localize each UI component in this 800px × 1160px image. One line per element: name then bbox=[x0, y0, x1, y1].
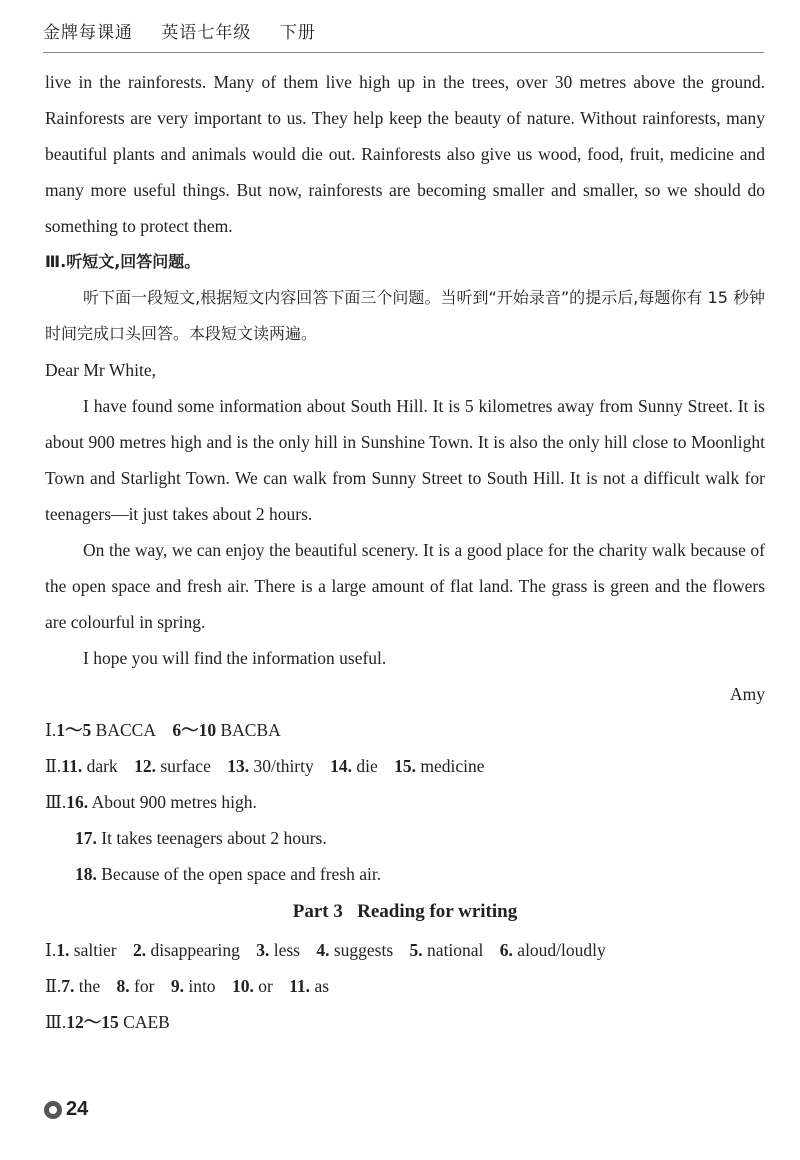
answer-value: It takes teenagers about 2 hours. bbox=[101, 828, 327, 848]
answer-number: 12～15 bbox=[66, 1012, 119, 1032]
answer-value: disappearing bbox=[150, 940, 240, 960]
answer-line bbox=[45, 784, 765, 820]
answer-line bbox=[45, 712, 765, 748]
answer-number: 6～10 bbox=[172, 720, 217, 740]
answer-number: 16. bbox=[66, 792, 89, 812]
series-title: 金牌每课通 bbox=[43, 23, 133, 43]
letter-signature: Amy bbox=[730, 684, 765, 704]
part-title: Part 3 Reading for writing bbox=[292, 901, 518, 922]
answer-value: saltier bbox=[73, 940, 117, 960]
answer-number: 15. bbox=[394, 756, 417, 776]
answer-value: 30/thirty bbox=[253, 756, 314, 776]
answer-value: dark bbox=[86, 756, 118, 776]
answer-number: 14. bbox=[330, 756, 352, 776]
answer-line bbox=[45, 968, 765, 1004]
answer-value: less bbox=[273, 940, 300, 960]
letter-paragraph: I have found some information about South Hill. It is 5 kilometres away from Sunny Street. It is about 900 metres high and is the only hill in Sunshine Town. It is also the only hill close to Moonlight Town and Starlight Town. We can walk from Sunny Street to South Hill. It is not a difficult walk for teenagers—it just takes about 2 hours. bbox=[45, 396, 765, 524]
answer-number: 11. bbox=[61, 756, 83, 776]
page-number: 24 bbox=[66, 1098, 89, 1120]
roman-numeral: Ⅱ. bbox=[45, 756, 62, 776]
answer-number: 10. bbox=[231, 976, 254, 996]
answer-number: 4. bbox=[316, 940, 330, 960]
answer-number: 7. bbox=[61, 976, 75, 996]
answer-value: CAEB bbox=[123, 1012, 170, 1032]
answer-line bbox=[45, 1004, 765, 1040]
answer-line bbox=[45, 856, 765, 892]
answer-value: About 900 metres high. bbox=[91, 792, 257, 812]
header-rule bbox=[43, 52, 764, 53]
page-content bbox=[45, 64, 765, 1040]
answer-value: surface bbox=[160, 756, 211, 776]
answer-value: as bbox=[314, 976, 330, 996]
answer-number: 11. bbox=[289, 976, 311, 996]
answer-value: BACBA bbox=[220, 720, 281, 740]
subject-title: 英语七年级 bbox=[161, 23, 252, 43]
answer-value: aloud/loudly bbox=[517, 940, 606, 960]
answer-number: 13. bbox=[227, 756, 250, 776]
answer-value: into bbox=[188, 976, 216, 996]
answer-value: Because of the open space and fresh air. bbox=[101, 864, 382, 884]
page-footer bbox=[44, 1098, 88, 1121]
answer-number: 6. bbox=[499, 940, 513, 960]
answer-line bbox=[45, 820, 765, 856]
answer-number: 9. bbox=[170, 976, 184, 996]
roman-numeral: Ⅲ. bbox=[45, 1012, 67, 1032]
volume-title: 下册 bbox=[279, 23, 316, 43]
answer-value: for bbox=[134, 976, 155, 996]
answer-value: die bbox=[356, 756, 378, 776]
answer-value: medicine bbox=[420, 756, 485, 776]
answer-number: 17. bbox=[75, 828, 97, 848]
answer-line bbox=[45, 932, 765, 968]
roman-numeral: Ⅰ. bbox=[45, 720, 57, 740]
running-header bbox=[43, 18, 338, 43]
answer-value: suggests bbox=[333, 940, 394, 960]
answer-number: 3. bbox=[256, 940, 270, 960]
answer-line bbox=[45, 748, 765, 784]
answer-number: 1. bbox=[56, 940, 70, 960]
passage-paragraph: live in the rainforests. Many of them live high up in the trees, over 30 metres above the ground. Rainforests are very important to us. They help keep the beauty of nature. Without rainforests, many beautiful plants and animals would die out. Rainforests also give us wood, food, fruit, medicine and many more useful things. But now, rainforests are becoming smaller and smaller, so we should do something to protect them. bbox=[45, 72, 765, 236]
answer-value: BACCA bbox=[95, 720, 156, 740]
answer-number: 1～5 bbox=[56, 720, 92, 740]
answer-value: national bbox=[427, 940, 484, 960]
letter-paragraph: I hope you will find the information useful. bbox=[83, 648, 387, 668]
answer-value: the bbox=[78, 976, 101, 996]
section-heading: Ⅲ.听短文,回答问题。 bbox=[45, 252, 201, 271]
roman-numeral: Ⅰ. bbox=[45, 940, 57, 960]
roman-numeral: Ⅱ. bbox=[45, 976, 62, 996]
roman-numeral: Ⅲ. bbox=[45, 792, 67, 812]
answer-number: 18. bbox=[75, 864, 97, 884]
answer-number: 5. bbox=[409, 940, 423, 960]
answer-number: 8. bbox=[116, 976, 130, 996]
flower-icon bbox=[44, 1101, 62, 1119]
answer-number: 2. bbox=[132, 940, 147, 960]
letter-greeting: Dear Mr White, bbox=[45, 360, 156, 380]
section-instruction: 听下面一段短文,根据短文内容回答下面三个问题。当听到“开始录音”的提示后,每题你有 15 秒钟时间完成口头回答。本段短文读两遍。 bbox=[45, 288, 765, 343]
answer-number: 12. bbox=[134, 756, 156, 776]
letter-paragraph: On the way, we can enjoy the beautiful scenery. It is a good place for the charity walk because of the open space and fresh air. There is a large amount of flat land. The grass is green and the flowers are colourful in spring. bbox=[45, 540, 765, 632]
answer-value: or bbox=[258, 976, 273, 996]
